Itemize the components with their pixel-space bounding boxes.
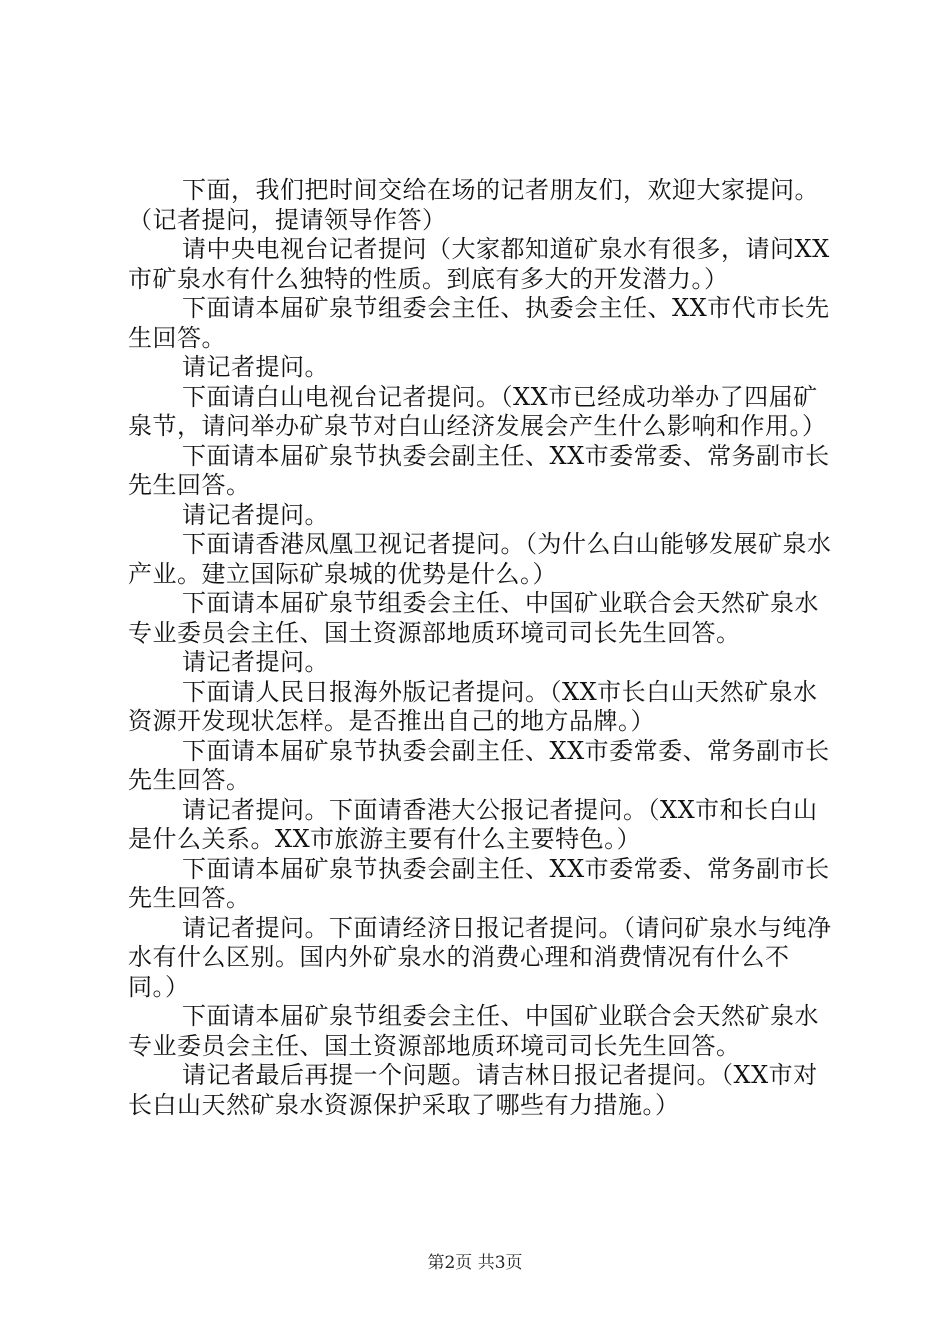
paragraph-15: 请记者提问。下面请经济日报记者提问。（请问矿泉水与纯净水有什么区别。国内外矿泉水的消费心理和消费情况有什么不同。） — [128, 913, 832, 1001]
paragraph-11: 下面请人民日报海外版记者提问。（XX市长白山天然矿泉水资源开发现状怎样。是否推出自己的地方品牌。） — [128, 677, 818, 735]
document-body — [128, 176, 838, 1120]
paragraph-5: 下面请白山电视台记者提问。（XX市已经成功举办了四届矿泉节，请问举办矿泉节对白山经济发展会产生什么影响和作用。） — [128, 382, 827, 440]
paragraph-13: 请记者提问。下面请香港大公报记者提问。（XX市和长白山是什么关系。XX市旅游主要有什么主要特色。） — [128, 795, 818, 853]
paragraph-9: 下面请本届矿泉节组委会主任、中国矿业联合会天然矿泉水专业委员会主任、国土资源部地质环境司司长先生回答。 — [128, 589, 819, 647]
paragraph-4: 请记者提问。 — [182, 353, 329, 381]
paragraph-16: 下面请本届矿泉节组委会主任、中国矿业联合会天然矿泉水专业委员会主任、国土资源部地质环境司司长先生回答。 — [128, 1002, 819, 1060]
paragraph-14: 下面请本届矿泉节执委会副主任、XX市委常委、常务副市长先生回答。 — [128, 854, 830, 912]
page-footer: 第2页 共3页 — [427, 1253, 523, 1273]
paragraph-1: 下面，我们把时间交给在场的记者朋友们，欢迎大家提问。（记者提问，提请领导作答） — [128, 176, 819, 234]
paragraph-17: 请记者最后再提一个问题。请吉林日报记者提问。（XX市对长白山天然矿泉水资源保护采取了哪些有力措施。） — [128, 1061, 818, 1119]
paragraph-6: 下面请本届矿泉节执委会副主任、XX市委常委、常务副市长先生回答。 — [128, 441, 830, 499]
paragraph-8: 下面请香港凤凰卫视记者提问。（为什么白山能够发展矿泉水产业。建立国际矿泉城的优势是什么。） — [128, 530, 832, 588]
paragraph-12: 下面请本届矿泉节执委会副主任、XX市委常委、常务副市长先生回答。 — [128, 736, 830, 794]
paragraph-10: 请记者提问。 — [182, 648, 329, 676]
paragraph-7: 请记者提问。 — [182, 500, 329, 529]
paragraph-2: 请中央电视台记者提问（大家都知道矿泉水有很多，请问XX市矿泉水有什么独特的性质。到底有多大的开发潜力。） — [128, 235, 830, 293]
paragraph-3: 下面请本届矿泉节组委会主任、执委会主任、XX市代市长先生回答。 — [128, 294, 830, 352]
